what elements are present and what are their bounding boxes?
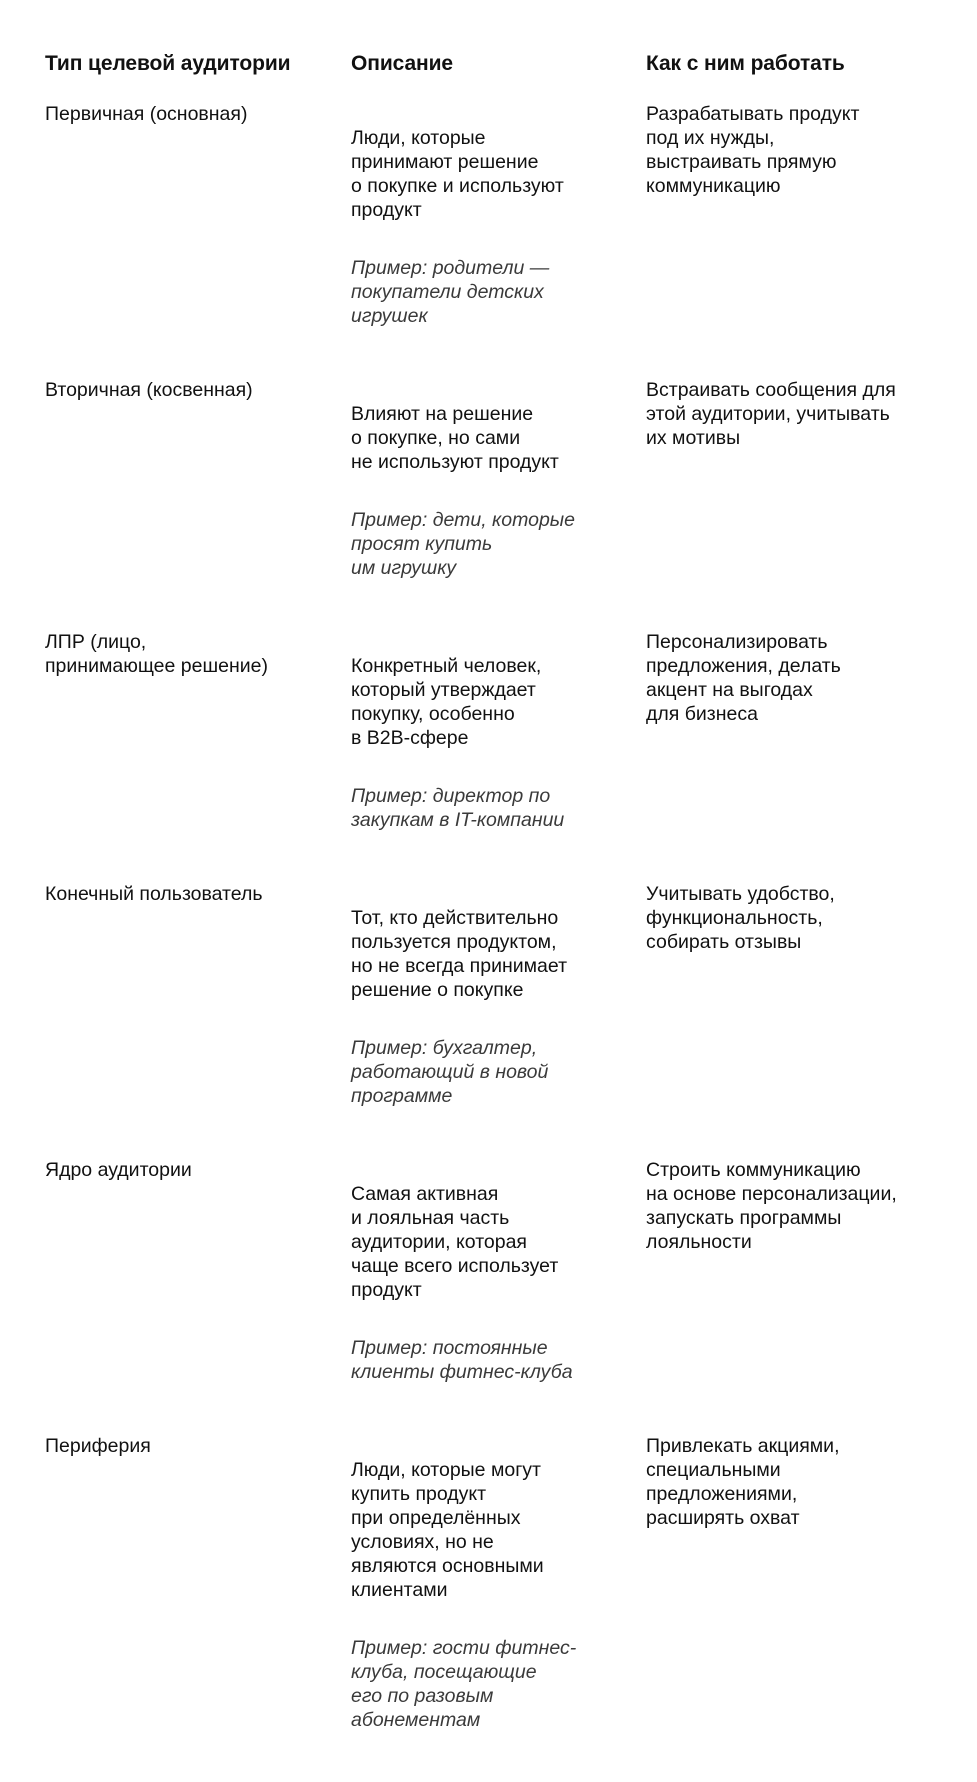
table-row (45, 1158, 945, 1408)
example-text: Пример: дети, которые просят купить им игрушку (351, 509, 576, 579)
audience-types-table (45, 50, 945, 1782)
audience-type: Конечный пользователь (45, 883, 263, 905)
table-row (45, 1434, 945, 1756)
how-to-work: Привлекать акциями, специальными предложениями, расширять охват (646, 1435, 840, 1529)
table-row (45, 378, 945, 604)
audience-description (351, 882, 646, 1132)
audience-type: ЛПР (лицо, принимающее решение) (45, 631, 268, 677)
description-text: Люди, которые могут купить продукт при определённых условиях, но не являются основными клиентами (351, 1459, 544, 1601)
audience-description (351, 102, 646, 352)
audience-description (351, 1158, 646, 1408)
description-text: Люди, которые принимают решение о покупке и используют продукт (351, 127, 564, 221)
example-text: Пример: родители — покупатели детских игрушек (351, 257, 550, 327)
table-header (45, 50, 945, 78)
audience-type: Первичная (основная) (45, 103, 248, 125)
how-to-work: Учитывать удобство, функциональность, собирать отзывы (646, 883, 835, 953)
audience-description (351, 630, 646, 856)
how-to-work: Строить коммуникацию на основе персонализации, запускать программы лояльности (646, 1159, 897, 1253)
audience-type: Вторичная (косвенная) (45, 379, 253, 401)
description-text: Самая активная и лояльная часть аудитории, которая чаще всего использует продукт (351, 1183, 559, 1301)
description-text: Влияют на решение о покупке, но сами не используют продукт (351, 403, 559, 473)
example-text: Пример: гости фитнес- клуба, посещающие его по разовым абонементам (351, 1637, 577, 1731)
audience-description (351, 1434, 646, 1756)
description-text: Конкретный человек, который утверждает покупку, особенно в B2B-сфере (351, 655, 542, 749)
how-to-work: Разрабатывать продукт под их нужды, выстраивать прямую коммуникацию (646, 103, 860, 197)
table-row (45, 630, 945, 856)
how-to-work: Персонализировать предложения, делать акцент на выгодах для бизнеса (646, 631, 841, 725)
example-text: Пример: постоянные клиенты фитнес-клуба (351, 1337, 573, 1383)
audience-type: Периферия (45, 1435, 151, 1457)
audience-type: Ядро аудитории (45, 1159, 192, 1181)
example-text: Пример: директор по закупкам в IT-компании (351, 785, 565, 831)
audience-description (351, 378, 646, 604)
header-how-to-work: Как с ним работать (646, 52, 845, 75)
description-text: Тот, кто действительно пользуется продуктом, но не всегда принимает решение о покупке (351, 907, 568, 1001)
header-type: Тип целевой аудитории (45, 52, 291, 75)
example-text: Пример: бухгалтер, работающий в новой программе (351, 1037, 549, 1107)
header-description: Описание (351, 52, 454, 75)
table-row (45, 102, 945, 352)
table-row (45, 882, 945, 1132)
how-to-work: Встраивать сообщения для этой аудитории, учитывать их мотивы (646, 379, 896, 449)
